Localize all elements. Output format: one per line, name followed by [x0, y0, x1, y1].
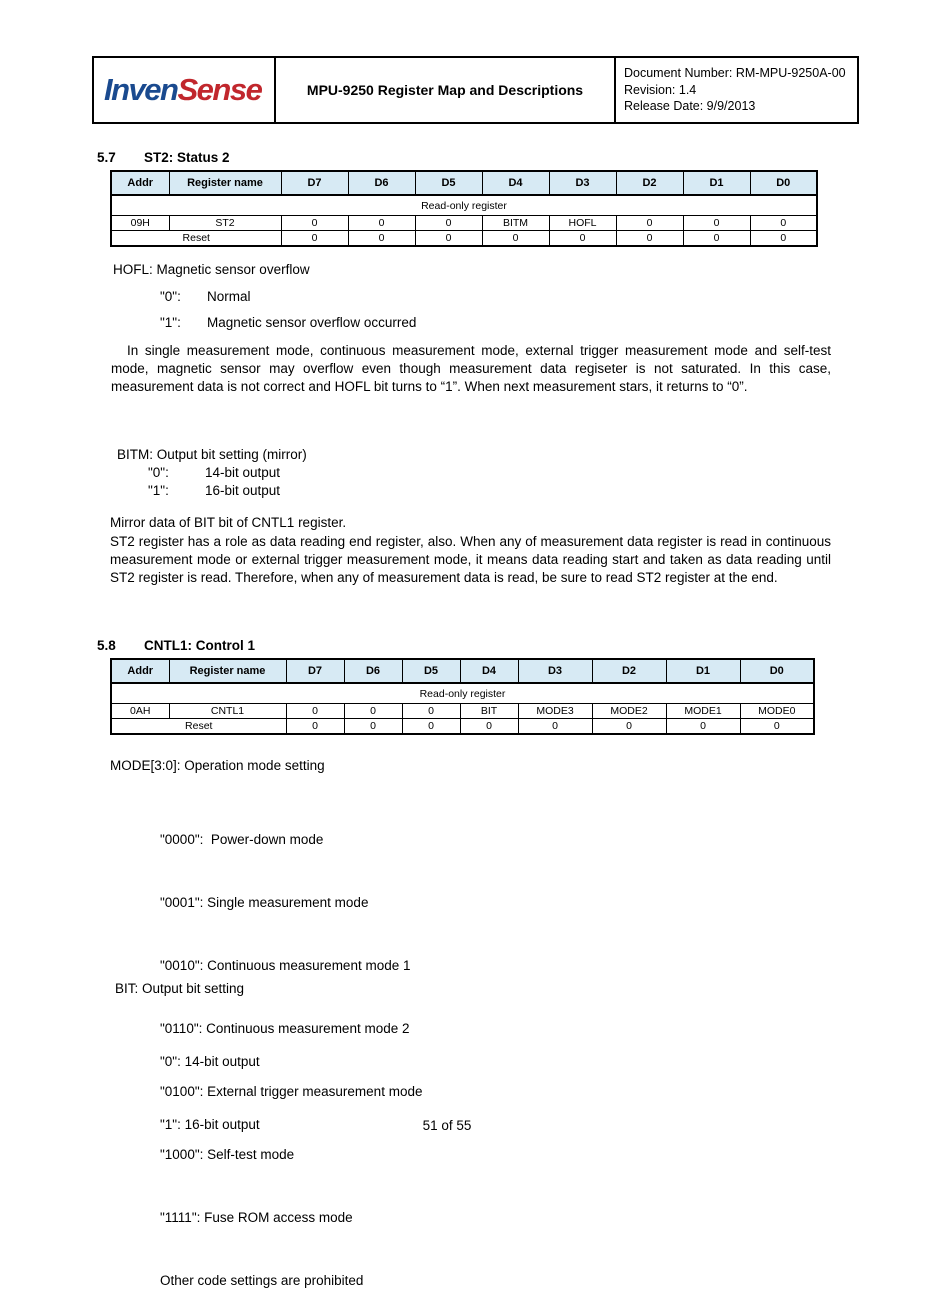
reset-d6: 0 — [348, 231, 415, 247]
logo-text-inven: Inven — [104, 72, 178, 107]
col-header-d2: D2 — [616, 171, 683, 195]
bit-option-0: "0": 14-bit output — [160, 1054, 260, 1069]
reset-row — [111, 231, 817, 247]
mode-option-other: Other code settings are prohibited — [160, 1273, 364, 1288]
hofl-item-1-desc: Magnetic sensor overflow occurred — [207, 315, 417, 330]
logo-cell — [93, 57, 275, 123]
reset-d0: 0 — [740, 719, 814, 735]
col-header-d0: D0 — [750, 171, 817, 195]
bit-option-1: "1": 16-bit output — [160, 1117, 260, 1132]
bitm-item-0-desc: 14-bit output — [205, 465, 281, 480]
bitm-item-0 — [148, 465, 280, 480]
col-header-addr: Addr — [111, 659, 169, 683]
reset-row — [111, 719, 814, 735]
mirror-note-line: Mirror data of BIT bit of CNTL1 register. — [110, 515, 347, 530]
col-header-register-name: Register name — [169, 171, 281, 195]
reset-d5: 0 — [402, 719, 460, 735]
page-number: 51 of 55 — [422, 1118, 472, 1133]
bit-d7: 0 — [286, 704, 344, 719]
reset-d2: 0 — [616, 231, 683, 247]
col-header-d7: D7 — [281, 171, 348, 195]
reset-label: Reset — [111, 719, 286, 735]
reset-d1: 0 — [683, 231, 750, 247]
hofl-item-0 — [160, 289, 251, 304]
register-addr: 09H — [111, 216, 169, 231]
hofl-item-1 — [160, 315, 416, 330]
reset-d3: 0 — [518, 719, 592, 735]
mode-option-1000: "1000": Self-test mode — [160, 1147, 295, 1162]
col-header-d5: D5 — [415, 171, 482, 195]
bit-d6: 0 — [344, 704, 402, 719]
hofl-item-0-desc: Normal — [207, 289, 251, 304]
reset-d3: 0 — [549, 231, 616, 247]
bit-options-list — [160, 1009, 260, 1156]
section-heading-st2 — [97, 150, 230, 165]
col-header-d2: D2 — [592, 659, 666, 683]
bitm-item-1-desc: 16-bit output — [205, 483, 281, 498]
col-header-d5: D5 — [402, 659, 460, 683]
logo-text-sense: Sense — [177, 72, 262, 107]
col-header-d0: D0 — [740, 659, 814, 683]
mode-heading: MODE[3:0]: Operation mode setting — [110, 758, 325, 773]
mode-option-0010: "0010": Continuous measurement mode 1 — [160, 958, 411, 973]
col-header-d3: D3 — [549, 171, 616, 195]
reset-label: Reset — [111, 231, 281, 247]
invensense-logo — [104, 72, 261, 107]
st2-role-paragraph: ST2 register has a role as data reading end register, also. When any of measurement data register is read in continuous measurement mode or external trigger measurement mode, it means data reading start and taken as data reading until ST2 register is read. Therefore, when any of measurement data is read, be sure to read ST2 register at the end. — [110, 534, 831, 585]
document-number: Document Number: RM-MPU-9250A-00 — [624, 66, 846, 81]
reset-d1: 0 — [666, 719, 740, 735]
register-name: CNTL1 — [169, 704, 286, 719]
bit-d6: 0 — [348, 216, 415, 231]
bit-d4: BIT — [460, 704, 518, 719]
col-header-d7: D7 — [286, 659, 344, 683]
document-info-cell — [615, 57, 858, 123]
bit-d1: 0 — [683, 216, 750, 231]
table-header-row — [111, 659, 814, 683]
table-header-row — [111, 171, 817, 195]
document-revision: Revision: 1.4 — [624, 82, 697, 97]
col-header-d6: D6 — [344, 659, 402, 683]
access-row — [111, 195, 817, 216]
reset-d7: 0 — [281, 231, 348, 247]
bit-d3: MODE3 — [518, 704, 592, 719]
mode-option-0110: "0110": Continuous measurement mode 2 — [160, 1021, 410, 1036]
mode-option-0001: "0001": Single measurement mode — [160, 895, 369, 910]
col-header-d1: D1 — [666, 659, 740, 683]
bit-d5: 0 — [415, 216, 482, 231]
bitm-item-1-code: "1": — [148, 483, 169, 498]
col-header-d1: D1 — [683, 171, 750, 195]
bit-d4: BITM — [482, 216, 549, 231]
reset-d4: 0 — [460, 719, 518, 735]
section-heading-cntl1 — [97, 638, 255, 653]
access-type: Read-only register — [111, 683, 814, 704]
section-number: 5.7 — [97, 150, 116, 165]
reset-d4: 0 — [482, 231, 549, 247]
register-name: ST2 — [169, 216, 281, 231]
hofl-item-1-code: "1": — [160, 315, 181, 330]
section-title: CNTL1: Control 1 — [144, 638, 255, 653]
reset-d7: 0 — [286, 719, 344, 735]
bit-d3: HOFL — [549, 216, 616, 231]
st2-register-table — [110, 170, 818, 247]
access-row — [111, 683, 814, 704]
bitm-item-1 — [148, 483, 280, 498]
bit-heading: BIT: Output bit setting — [115, 981, 245, 996]
col-header-d3: D3 — [518, 659, 592, 683]
mode-option-0100: "0100": External trigger measurement mode — [160, 1084, 423, 1099]
register-bits-row — [111, 216, 817, 231]
reset-d5: 0 — [415, 231, 482, 247]
section-number: 5.8 — [97, 638, 116, 653]
col-header-d6: D6 — [348, 171, 415, 195]
document-release-date: Release Date: 9/9/2013 — [624, 99, 756, 114]
page-header-table — [92, 56, 859, 124]
bit-d5: 0 — [402, 704, 460, 719]
reset-d0: 0 — [750, 231, 817, 247]
bit-d0: MODE0 — [740, 704, 814, 719]
register-bits-row — [111, 704, 814, 719]
mode-option-1111: "1111": Fuse ROM access mode — [160, 1210, 353, 1225]
bit-d0: 0 — [750, 216, 817, 231]
bitm-item-0-code: "0": — [148, 465, 169, 480]
bitm-heading: BITM: Output bit setting (mirror) — [117, 447, 307, 462]
bit-d7: 0 — [281, 216, 348, 231]
register-addr: 0AH — [111, 704, 169, 719]
reset-d2: 0 — [592, 719, 666, 735]
hofl-item-0-code: "0": — [160, 289, 181, 304]
col-header-register-name: Register name — [169, 659, 286, 683]
col-header-d4: D4 — [482, 171, 549, 195]
hofl-heading: HOFL: Magnetic sensor overflow — [113, 262, 310, 277]
access-type: Read-only register — [111, 195, 817, 216]
col-header-d4: D4 — [460, 659, 518, 683]
document-title: MPU-9250 Register Map and Descriptions — [275, 57, 615, 123]
section-title: ST2: Status 2 — [144, 150, 230, 165]
bit-d2: 0 — [616, 216, 683, 231]
bit-d2: MODE2 — [592, 704, 666, 719]
cntl1-register-table — [110, 658, 815, 735]
hofl-paragraph: In single measurement mode, continuous measurement mode, external trigger measurement mode and self-test mode, magnetic sensor may overflow even though measurement data regiseter is not saturated. In this case, measurement data is not correct and HOFL bit turns to “1”. When next measurement stars, it returns to “0”. — [111, 343, 831, 394]
mode-option-0000: "0000": Power-down mode — [160, 832, 324, 847]
reset-d6: 0 — [344, 719, 402, 735]
bit-d1: MODE1 — [666, 704, 740, 719]
col-header-addr: Addr — [111, 171, 169, 195]
